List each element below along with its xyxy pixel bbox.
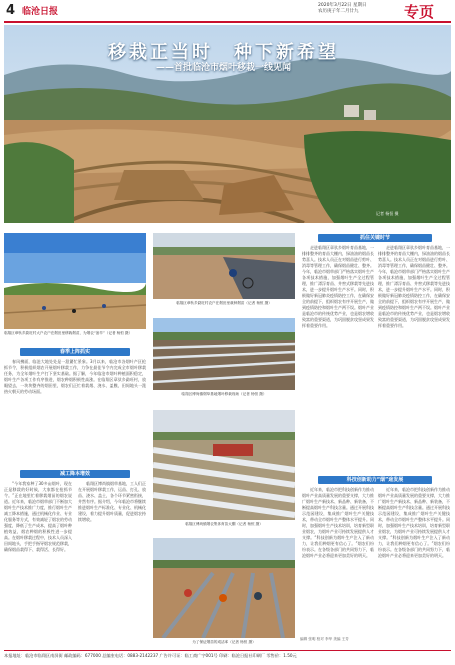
hero-title: 移栽正当时 种下新希望 — [108, 42, 339, 63]
middle-caption-3: 临翔区博尚镇烟农集体育苗大棚（记者 杨恒 摄） — [185, 522, 263, 526]
article-paragraph: 走进临翔区章驮乡烟叶育苗基地，一排排整齐的育苗大棚内，绿油油的烟苗长势喜人。技术人员正在对烟苗进行剪叶、消毒等管理工作，确保烟苗健壮、整齐。今年，临沧市烟草部门严格落实烟叶生产各项技术措施，加强烟叶生产全过程管理，推广漂浮育苗、井窖式移栽等先进技术，进一步提升烟叶生产水平。同时，积极做好新冠肺炎疫情防控工作，在确保安全的前提下，组织烟农有序开展生产，做到疫情防控和烟叶生产两不误。烟叶产业是临沧市的传统优势产业，也是烟农增收致富的重要渠道，为巩固脱贫攻坚成果发挥着重要作用。 — [302, 245, 374, 328]
middle-photo-1 — [153, 233, 295, 299]
article-text — [4, 481, 72, 641]
left-photo-caption: 临翔区章驮乡勐旺村大户农户在烟田里移栽烟苗，为烟农“备早”（记者 杨恒 摄） — [4, 331, 133, 335]
article-text — [378, 487, 450, 635]
section-heading: 科技创新助力“烟”途发展 — [318, 476, 432, 484]
article-text — [378, 245, 450, 475]
editor-credits: 编辑 张明 校对 李华 美编 王芳 — [300, 637, 349, 641]
newspaper-logo: 临沧日报 — [22, 7, 59, 17]
page-number: 4 — [6, 3, 16, 18]
article-paragraph: 走进临翔区章驮乡烟叶育苗基地，一排排整齐的育苗大棚内，绿油油的烟苗长势喜人。技术人员正在对烟苗进行剪叶、消毒等管理工作，确保烟苗健壮、整齐。今年，临沧市烟草部门严格落实烟叶生产各项技术措施，加强烟叶生产全过程管理，推广漂浮育苗、井窖式移栽等先进技术，进一步提升烟叶生产水平。同时，积极做好新冠肺炎疫情防控工作，在确保安全的前提下，组织烟农有序开展生产，做到疫情防控和烟叶生产两不误。烟叶产业是临沧市的传统优势产业，也是烟农增收致富的重要渠道，为巩固脱贫攻坚成果发挥着重要作用。 — [378, 245, 450, 328]
footer-info: 本报地址：临沧市临翔区南屏街 邮政编码：677000 总编室电话：0883-2142237 广告许可证：临工商广字001号 印刷：临沧日报社印刷厂 零售价：1.50元 — [4, 653, 297, 658]
article-text — [302, 245, 374, 475]
header-rule — [4, 21, 451, 23]
article-text — [302, 487, 374, 635]
article-text — [4, 359, 146, 461]
middle-photo-4 — [153, 538, 295, 638]
issue-date — [318, 3, 398, 15]
middle-caption-4: 为了保证烟苗的成活率（记者 杨恒 摄） — [192, 640, 256, 644]
middle-caption-2: 临翔区博尚镇烟草基地烟叶移栽现场（记者 杨恒 摄） — [181, 392, 267, 396]
section-heading: 抓住关键时节 — [318, 234, 432, 242]
article-paragraph: 近年来，临沧市把科技创新作为推动烟叶产业高质量发展的重要支撑，大力推广烟叶生产新技术、新品种、新装备，不断提高烟叶生产科技含量。通过开展科技示范园建设，集成推广烟叶生产关键技术，带动全市烟叶生产整体水平提升。同时，加强烟叶生产技术培训，培育新型职业烟农，为烟叶产业可持续发展提供人才支撑。“科技创新为烟叶生产注入了新动力，让我们种烟更有信心了。”烟农们纷纷表示。在各级各部门的共同努力下，临沧烟叶产业必将迎来更加美好的明天。 — [302, 487, 374, 558]
issue-date-line2: 农历庚子年二月廿九 — [318, 9, 359, 14]
middle-photo-2 — [153, 318, 295, 390]
article-paragraph: 春风拂面，临沧大地处处是一派繁忙景象。3月以来，临沧市各烟叶产区抢抓节令，积极组织烟农开展烟叶移栽工作，力争在最佳节令内完成全市烟叶移栽任务，为全年烟叶生产打下坚实基础。据了解，今年临沧市烟叶种植面积稳定，烟叶生产各项工作有序推进，烟农种烟积极性高涨。在临翔区章驮乡勐旺村，放眼望去，一块块整齐的烟田里，烟农们正忙着栽烟、浇水、盖膜，田间地头一派热火朝天的劳动场面。 — [4, 359, 146, 394]
footer-rule — [4, 650, 451, 651]
left-photo — [4, 233, 146, 329]
article-paragraph: “今年我家种了30多亩烟叶，现在正是移栽的好时候，大家都在抢抓节令。”正在地里忙着移栽烟苗的烟农说道。近年来，临沧市烟草部门不断加大烟叶生产技术推广力度，推行烟叶生产减工降本措施，通过机械化作业、专业化服务等方式，有效减轻了烟农的劳动强度，降低了生产成本，提高了烟叶种植效益，烟农种烟的积极性进一步提高。在烟叶移栽过程中，技术人员深入田间地头，手把手指导烟农规范移栽，确保烟苗栽得下、栽得活、长得好。 — [4, 481, 72, 552]
article-paragraph: 近年来，临沧市把科技创新作为推动烟叶产业高质量发展的重要支撑，大力推广烟叶生产新技术、新品种、新装备，不断提高烟叶生产科技含量。通过开展科技示范园建设，集成推广烟叶生产关键技术，带动全市烟叶生产整体水平提升。同时，加强烟叶生产技术培训，培育新型职业烟农，为烟叶产业可持续发展提供人才支撑。“科技创新为烟叶生产注入了新动力，让我们种烟更有信心了。”烟农们纷纷表示。在各级各部门的共同努力下，临沧烟叶产业必将迎来更加美好的明天。 — [378, 487, 450, 558]
hero-subtitle: ——首批临沧市烟叶移栽一线见闻 — [155, 63, 291, 73]
article-paragraph: 临翔区博尚镇烟草基地，工人们正在开展烟叶移栽工作，运苗、打孔、放苗、浇水、盖土，各个环节紧密衔接，井然有序。据介绍，今年临沧市将继续推进烟叶生产标准化、专业化、机械化建设，着力提升烟叶质量，促进烟农持续增收。 — [78, 481, 146, 522]
article-text — [78, 481, 146, 641]
section-heading: 减工降本增效 — [20, 470, 130, 478]
section-title: 专页 — [404, 3, 435, 21]
hero-credit: 记者 杨恒 摄 — [376, 211, 399, 216]
middle-caption-1: 临翔区章驮乡勐旺村农户在烟田里栽种烟苗（记者 杨恒 摄） — [176, 301, 272, 305]
issue-date-line1: 2020年3月22日 星期日 — [318, 3, 367, 8]
section-heading: 春季上阵抓实 — [20, 348, 130, 356]
middle-photo-3 — [153, 410, 295, 520]
